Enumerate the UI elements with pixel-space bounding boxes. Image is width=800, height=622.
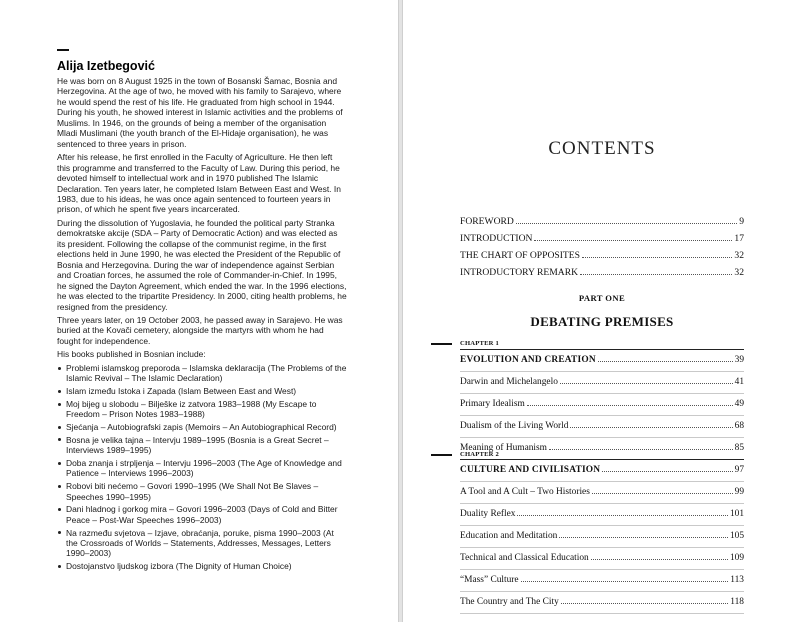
book-item: Robovi biti nećemo – Govori 1990–1995 (We Shall Not Be Slaves – Speeches 1990–1995) — [57, 481, 347, 502]
toc-entry-title: Education and Meditation — [460, 531, 558, 541]
toc-entry-title: Darwin and Michelangelo — [460, 377, 558, 387]
leader-dots — [527, 405, 733, 406]
toc-entry-title: A Tool and A Cult – Two Histories — [460, 487, 590, 497]
toc-entry — [460, 504, 744, 526]
toc-entry — [460, 394, 744, 416]
leader-dots — [560, 383, 733, 384]
chapter-title-entry — [460, 459, 744, 482]
chapter-label — [460, 451, 499, 458]
toc-entry — [460, 213, 744, 230]
chapter-marker-rule — [431, 343, 452, 345]
toc-entry-page: 17 — [734, 233, 744, 244]
toc-entry-title: EVOLUTION AND CREATION — [460, 355, 596, 365]
toc-entry-page: 32 — [734, 250, 744, 261]
toc-entry-page: 109 — [729, 553, 744, 563]
book-item: Problemi islamskog preporoda – Islamska deklaracija (The Problems of the Islamic Revival – The Islamic Declaration) — [57, 363, 347, 384]
chapter-label — [460, 340, 499, 347]
toc-entry-title: The Country and The City — [460, 597, 559, 607]
leader-dots — [549, 449, 733, 450]
toc-entry-title: INTRODUCTION — [460, 233, 533, 244]
book-item: Moj bijeg u slobodu – Bilješke iz zatvora 1983–1988 (My Escape to Freedom – Prison Notes 1983–1988) — [57, 399, 347, 420]
leader-dots — [602, 471, 732, 472]
toc-entry-title: Primary Idealism — [460, 399, 525, 409]
leader-dots — [521, 581, 729, 582]
title-dash — [57, 49, 69, 51]
toc-entry-title: “Mass” Culture — [460, 575, 519, 585]
toc-entry-page: 99 — [734, 487, 744, 497]
toc-entry-page: 32 — [734, 267, 744, 278]
toc-entry-page: 41 — [734, 377, 744, 387]
leader-dots — [559, 537, 728, 538]
leader-dots — [517, 515, 727, 516]
author-name: Alija Izetbegović — [57, 59, 155, 73]
toc-entry-title: Dualism of the Living World — [460, 421, 569, 431]
toc-entry — [460, 247, 744, 264]
part-title: DEBATING PREMISES — [530, 314, 674, 329]
chapter-title-entry — [460, 349, 744, 372]
book-item: Doba znanja i strpljenja – Intervju 1996–2003 (The Age of Knowledge and Patience – Interviews 1996–2003) — [57, 458, 347, 479]
front-matter-list — [460, 213, 744, 281]
book-item: Dostojanstvo ljudskog izbora (The Dignity of Human Choice) — [57, 561, 347, 571]
toc-entry — [460, 264, 744, 281]
toc-entry-page: 113 — [730, 575, 744, 585]
contents-heading: CONTENTS — [548, 138, 656, 159]
leader-dots — [582, 257, 732, 258]
toc-entry-title: CULTURE AND CIVILISATION — [460, 465, 601, 475]
chapter-label-text: CHAPTER 1 — [460, 340, 499, 347]
chapter-marker-rule — [431, 454, 452, 456]
toc-entry — [460, 592, 744, 614]
left-page — [0, 0, 399, 622]
toc-entry-title: FOREWORD — [460, 216, 514, 227]
toc-entry-page: 118 — [730, 597, 744, 607]
part-label: PART ONE — [578, 293, 626, 303]
books-list — [57, 363, 347, 572]
leader-dots — [598, 361, 733, 362]
toc-entry-page: 68 — [734, 421, 744, 431]
book-item: Sjećanja – Autobiografski zapis (Memoirs – An Autobiographical Record) — [57, 422, 347, 432]
book-item: Dani hladnog i gorkog mira – Govori 1996–2003 (Days of Cold and Bitter Peace – Post-War Speeches 1996–2003) — [57, 504, 347, 525]
leader-dots — [561, 603, 729, 604]
book-item: Na razmeđu svjetova – Izjave, obraćanja, poruke, pisma 1990–2003 (At the Crossroads of Worlds – Statements, Addresses, Messages, Letters 1990–2003) — [57, 528, 347, 559]
toc-entry — [460, 230, 744, 247]
toc-entry — [460, 372, 744, 394]
toc-entry-title: Meaning of Humanism — [460, 443, 547, 453]
book-item: Islam između Istoka i Zapada (Islam Between East and West) — [57, 386, 347, 396]
toc-entry-page: 9 — [739, 216, 744, 227]
leader-dots — [591, 559, 728, 560]
bio-paragraph: After his release, he first enrolled in the Faculty of Agriculture. He then left this programme and transferred to the Faculty of Law. During this period, he devoted himself to intellectual work and in 1970 published The Islamic Declaration. Ten years later, he completed Islam Between East and West. In 1983, due to his ideas, he was once again sentenced to fourteen years in prison, of which he spent five years incarcerated. — [57, 152, 341, 215]
leader-dots — [592, 493, 733, 494]
leader-dots — [534, 240, 732, 241]
toc-entry-page: 49 — [734, 399, 744, 409]
toc-entry-page: 105 — [729, 531, 744, 541]
toc-entry — [460, 548, 744, 570]
bio-paragraph: He was born on 8 August 1925 in the town of Bosanski Šamac, Bosnia and Herzegovina. At the age of two, he moved with his family to Sarajevo, where he would spend the rest of his life. He graduated from high school in 1944. During his youth, he showed interest in Islamic activities and the problems of Muslims. In 1946, on the grounds of being a member of the organisation Mladi Muslimani (the youth branch of the El-Hidaje organisation), he was sentenced to three years in prison. — [57, 76, 343, 149]
toc-entry-title: THE CHART OF OPPOSITES — [460, 250, 580, 261]
chapter-entry-list — [460, 349, 744, 460]
leader-dots — [570, 427, 732, 428]
toc-entry-page: 85 — [734, 443, 744, 453]
leader-dots — [580, 274, 732, 275]
leader-dots — [516, 223, 737, 224]
toc-entry-page: 39 — [734, 355, 744, 365]
author-biography — [57, 49, 347, 574]
toc-entry — [460, 416, 744, 438]
bio-paragraph: During the dissolution of Yugoslavia, he founded the political party Stranka demokratske akcije (SDA – Party of Democratic Action) and was elected as its president. Following the collapse of the communist regime, in the first elections held in June 1990, he was elected the President of the Republic of Bosnia and Herzegovina. During the war of independence against Serbian and Croatian forces, he assumed the role of Commander-in-Chief. In 1995, he signed the Dayton Agreement, which ended the war. In the 1996 elections, he was elected to the tripartite Presidency. In 2000, citing health problems, he resigned from the presidency. — [57, 217, 347, 312]
toc-entry — [460, 570, 744, 592]
toc-entry-page: 97 — [734, 465, 744, 475]
toc-entry — [460, 438, 744, 460]
chapter-entry-list — [460, 459, 744, 614]
toc-entry-title: INTRODUCTORY REMARK — [460, 267, 579, 278]
books-intro: His books published in Bosnian include: — [57, 349, 206, 360]
toc-entry-page: 101 — [729, 509, 744, 519]
bio-paragraph: Three years later, on 19 October 2003, he passed away in Sarajevo. He was buried at the Kovači cemetery, alongside the martyrs with whom he had fought for independence. — [57, 314, 343, 346]
book-item: Bosna je velika tajna – Intervju 1989–1995 (Bosnia is a Great Secret – Interviews 1989–1995) — [57, 435, 347, 456]
right-page — [402, 0, 800, 622]
toc-entry — [460, 526, 744, 548]
toc-entry-title: Duality Reflex — [460, 509, 516, 519]
chapter-label-text: CHAPTER 2 — [460, 451, 499, 458]
toc-entry — [460, 482, 744, 504]
toc-entry-title: Technical and Classical Education — [460, 553, 589, 563]
